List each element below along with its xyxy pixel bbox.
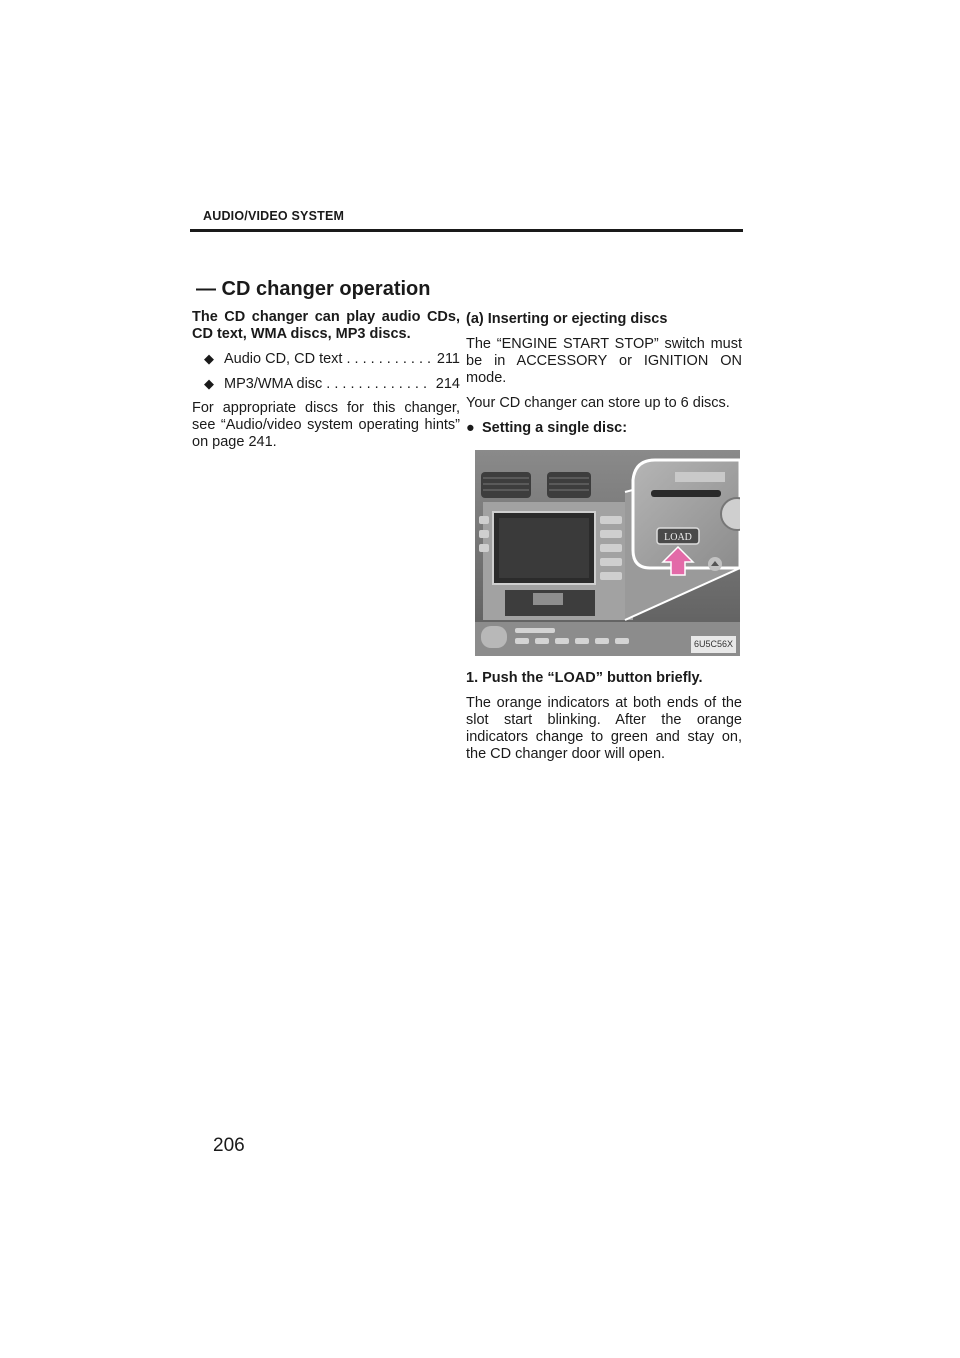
toc-label: Audio CD, CD text [224, 351, 343, 367]
header-rule [190, 229, 743, 232]
toc-label: MP3/WMA disc [224, 376, 323, 392]
left-column [192, 309, 460, 451]
toc-entry[interactable] [204, 375, 460, 393]
section-title: — CD changer operation [196, 278, 431, 300]
toc-entry[interactable] [204, 350, 460, 368]
subheading: (a) Inserting or ejecting discs [466, 311, 668, 327]
toc-page-number: 211 [436, 351, 460, 367]
bullet-icon: ◆ [204, 376, 214, 391]
reference-note: For appropriate discs for this changer, see “Audio/video system operating hints” on page 241. [192, 400, 460, 450]
toc-leader-dots [346, 351, 432, 368]
paragraph-switch-mode: The “ENGINE START STOP” switch must be in ACCESSORY or IGNITION ON mode. [466, 336, 742, 386]
dashboard-photo [475, 450, 740, 656]
toc-leader-dots [326, 376, 432, 393]
intro-text: The CD changer can play audio CDs, CD text, WMA discs, MP3 discs. [192, 309, 460, 342]
page-number: 206 [213, 1135, 245, 1156]
header-section-label: AUDIO/VIDEO SYSTEM [203, 209, 345, 223]
bullet-heading-text: Setting a single disc: [482, 420, 628, 436]
paragraph-capacity: Your CD changer can store up to 6 discs. [466, 395, 730, 411]
step-1-heading: 1. Push the “LOAD” button briefly. [466, 670, 703, 686]
toc-page-number: 214 [435, 376, 460, 392]
right-column [466, 309, 742, 763]
bullet-icon: ◆ [204, 351, 214, 366]
svg-text:LOAD: LOAD [664, 532, 692, 543]
figure-code: 6U5C56X [691, 636, 736, 653]
dashboard-illustration [475, 450, 740, 656]
bullet-icon: ● [466, 420, 475, 436]
bullet-heading [466, 420, 742, 437]
step-1-text: The orange indicators at both ends of the slot start blinking. After the orange indicators change to green and stay on, the CD changer door will open. [466, 695, 742, 762]
